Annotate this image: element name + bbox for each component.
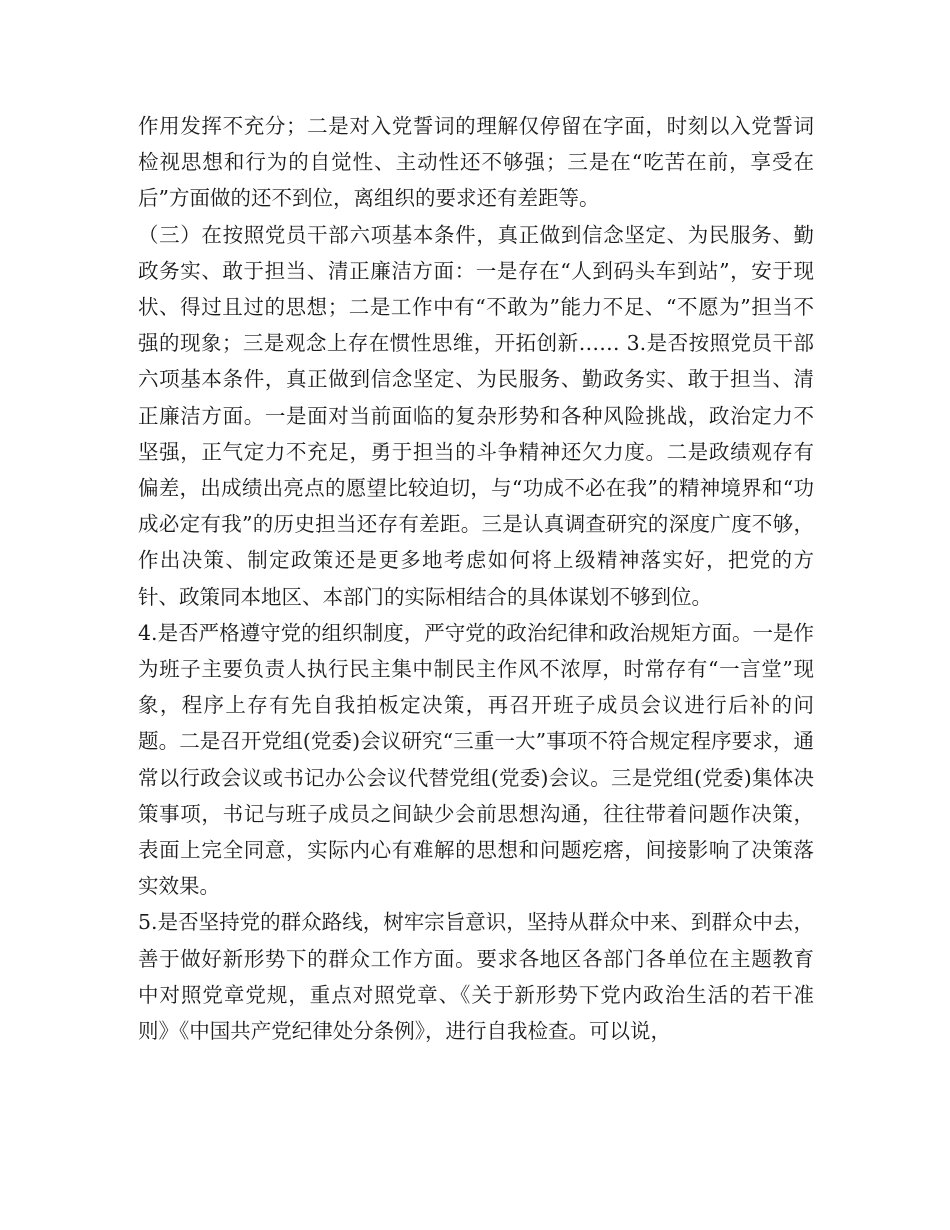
paragraph-2: （三）在按照党员干部六项基本条件，真正做到信念坚定、为民服务、勤政务实、敢于担当、清正廉洁方面：一是存在“人到码头车到站”，安于现状、得过且过的思想；二是工作中有“不敢为”能力不足、“不愿为”担当不强的现象；三是观念上存在惯性思维，开拓创新…… 3.是否按照党员干部六项基本条件，真正做到信念坚定、为民服务、勤政务实、敢于担当、清正廉洁方面。一是面对当前面临的复杂形势和各种风险挑战，政治定力不坚强，正气定力不充足，勇于担当的斗争精神还欠力度。二是政绩观存有偏差，出成绩出亮点的愿望比较迫切，与“功成不必在我”的精神境界和“功成必定有我”的历史担当还存有差距。三是认真调查研究的深度广度不够，作出决策、制定政策还是更多地考虑如何将上级精神落实好，把党的方针、政策同本地区、本部门的实际相结合的具体谋划不够到位。 <box>138 222 814 609</box>
paragraph-3: 4.是否严格遵守党的组织制度，严守党的政治纪律和政治规矩方面。一是作为班子主要负责人执行民主集中制民主作风不浓厚，时常存有“一言堂”现象，程序上存有先自我拍板定决策，再召开班子成员会议进行后补的问题。二是召开党组(党委)会议研究“三重一大”事项不符合规定程序要求，通常以行政会议或书记办公会议代替党组(党委)会议。三是党组(党委)集体决策事项，书记与班子成员之间缺少会前思想沟通，往往带着问题作决策，表面上完全同意，实际内心有难解的思想和问题疙瘩，间接影响了决策落实效果。 <box>138 620 814 899</box>
paragraph-1: 作用发挥不充分；二是对入党誓词的理解仅停留在字面，时刻以入党誓词检视思想和行为的自觉性、主动性还不够强；三是在“吃苦在前，享受在后”方面做的还不到位，离组织的要求还有差距等。 <box>138 114 814 211</box>
paragraph-4: 5.是否坚持党的群众路线，树牢宗旨意识，坚持从群众中来、到群众中去，善于做好新形势下的群众工作方面。要求各地区各部门各单位在主题教育中对照党章党规，重点对照党章、《关于新形势下党内政治生活的若干准则》《中国共产党纪律处分条例》，进行自我检查。可以说， <box>138 910 814 1044</box>
document-body <box>138 108 814 1049</box>
